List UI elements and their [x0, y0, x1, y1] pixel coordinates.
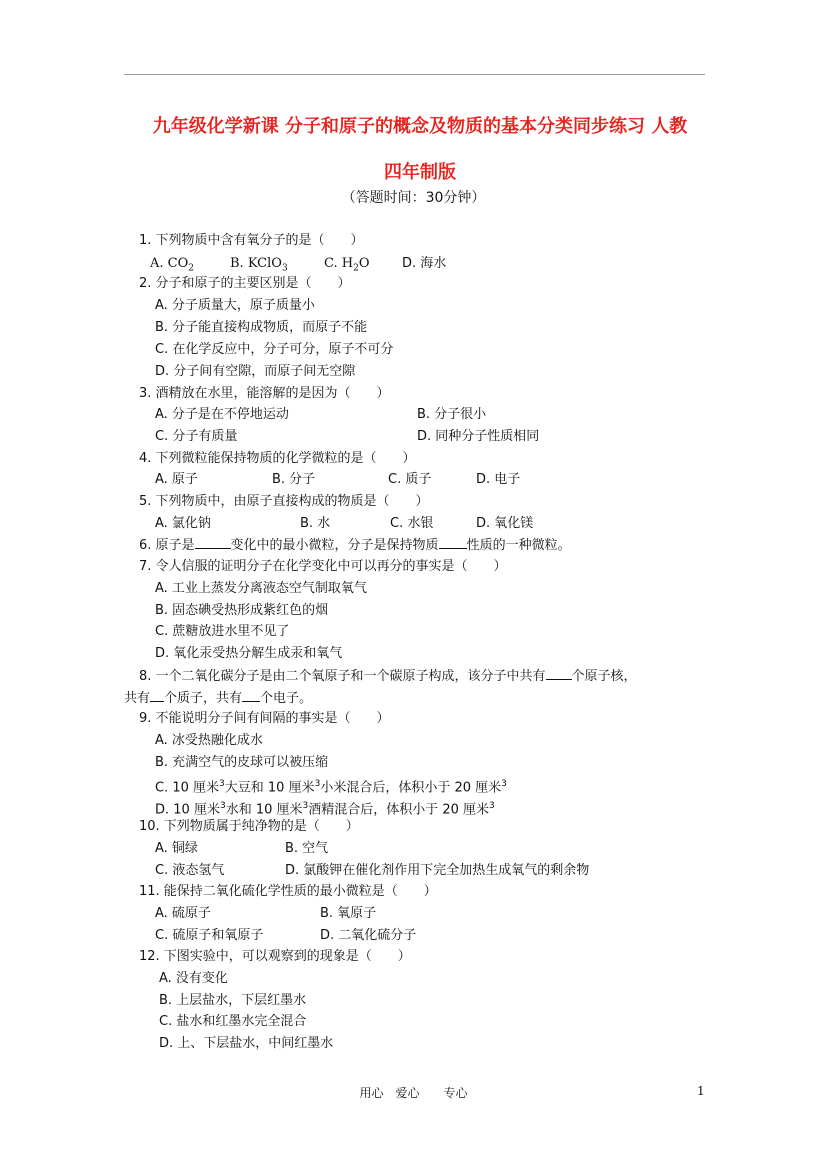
question-10: 10. 下列物质属于纯净物的是（ ） — [139, 819, 359, 834]
q5-option-b: B. 水 — [300, 516, 331, 531]
q11-option-a: A. 硫原子 — [155, 906, 211, 921]
q7-option-b: B. 固态碘受热形成紫红色的烟 — [155, 603, 329, 618]
q4-option-c: C. 质子 — [388, 472, 432, 487]
q7-option-a: A. 工业上蒸发分离液态空气制取氧气 — [155, 581, 367, 596]
q1-option-b: B. KClO$_3$ — [230, 256, 288, 274]
q1-option-d: D. 海水 — [402, 256, 447, 271]
page-footer: 用心 爱心 专心 — [359, 1086, 468, 1100]
q10-option-b: B. 空气 — [285, 841, 329, 856]
q2-option-d: D. 分子间有空隙，而原子间无空隙 — [155, 364, 356, 379]
q11-option-c: C. 硫原子和氧原子 — [155, 928, 264, 943]
q2-option-b: B. 分子能直接构成物质，而原子不能 — [155, 320, 368, 335]
q4-option-d: D. 电子 — [476, 472, 521, 487]
q11-option-d: D. 二氧化硫分子 — [320, 928, 417, 943]
page-number: 1 — [697, 1084, 705, 1098]
q4-option-b: B. 分子 — [272, 472, 316, 487]
q4-option-a: A. 原子 — [155, 472, 198, 487]
question-3: 3. 酒精放在水里，能溶解的是因为（ ） — [139, 386, 390, 401]
page-title — [110, 104, 730, 196]
title-line-2: 四年制版 — [384, 162, 456, 183]
q3-option-b: B. 分子很小 — [417, 407, 487, 422]
q9-option-b: B. 充满空气的皮球可以被压缩 — [155, 755, 329, 770]
q12-option-b: B. 上层盐水，下层红墨水 — [159, 993, 307, 1008]
q10-option-d: D. 氯酸钾在催化剂作用下完全加热生成氧气的剩余物 — [285, 863, 590, 878]
q11-option-b: B. 氧原子 — [320, 906, 377, 921]
time-note: （答题时间：30分钟） — [341, 190, 486, 206]
q7-option-c: C. 蔗糖放进水里不见了 — [155, 624, 290, 639]
question-1: 1. 下列物质中含有氧分子的是（ ） — [139, 233, 364, 248]
q10-option-a: A. 铜绿 — [155, 841, 198, 856]
q3-option-d: D. 同种分子性质相同 — [417, 429, 540, 444]
q5-option-c: C. 水银 — [390, 516, 434, 531]
q12-option-a: A. 没有变化 — [159, 971, 228, 986]
question-6: 6. 原子是 变化中的最小微粒，分子是保持物质 性质的一种微粒。 — [139, 535, 571, 556]
q3-option-a: A. 分子是在不停地运动 — [155, 407, 289, 422]
q3-option-c: C. 分子有质量 — [155, 429, 238, 444]
q9-option-a: A. 冰受热融化成水 — [155, 733, 263, 748]
q7-option-d: D. 氧化汞受热分解生成汞和氧气 — [155, 646, 343, 661]
question-5: 5. 下列物质中，由原子直接构成的物质是（ ） — [139, 494, 429, 509]
q1-option-a: A. $CO_2$ — [150, 256, 194, 274]
question-8-line-2: 共有 个质子，共有 个电子。 — [124, 688, 312, 709]
q2-option-c: C. 在化学反应中，分子可分，原子不可分 — [155, 342, 394, 357]
q9-option-d: D. 10 厘米$^3$水和 10 厘米$^3$酒精混合后，体积小于 20 厘米$^3$ — [155, 801, 495, 818]
question-11: 11. 能保持二氧化硫化学性质的最小微粒是（ ） — [139, 884, 437, 899]
q5-option-a: A. 氯化钠 — [155, 516, 211, 531]
q12-option-c: C. 盐水和红墨水完全混合 — [159, 1014, 307, 1029]
question-2: 2. 分子和原子的主要区别是（ ） — [139, 276, 351, 291]
q12-option-d: D. 上、下层盐水，中间红墨水 — [159, 1036, 334, 1051]
question-4: 4. 下列微粒能保持物质的化学微粒的是（ ） — [139, 451, 416, 466]
question-9: 9. 不能说明分子间有间隔的事实是（ ） — [139, 711, 390, 726]
header-rule — [124, 74, 705, 75]
question-12: 12. 下图实验中，可以观察到的现象是（ ） — [139, 949, 411, 964]
q10-option-c: C. 液态氢气 — [155, 863, 225, 878]
q9-option-c: C. 10 厘米$^3$大豆和 10 厘米$^3$小米混合后，体积小于 20 厘米$^3$ — [155, 779, 507, 796]
q1-option-c: C. $H_2O$ — [324, 256, 370, 274]
title-line-1: 九年级化学新课 分子和原子的概念及物质的基本分类同步练习 人教 — [152, 116, 688, 137]
q5-option-d: D. 氧化镁 — [476, 516, 534, 531]
q2-option-a: A. 分子质量大，原子质量小 — [155, 298, 315, 313]
question-8: 8. 一个二氧化碳分子是由二个氧原子和一个碳原子构成，该分子中共有 个原子核， — [139, 666, 637, 687]
question-7: 7. 令人信服的证明分子在化学变化中可以再分的事实是（ ） — [139, 559, 507, 574]
